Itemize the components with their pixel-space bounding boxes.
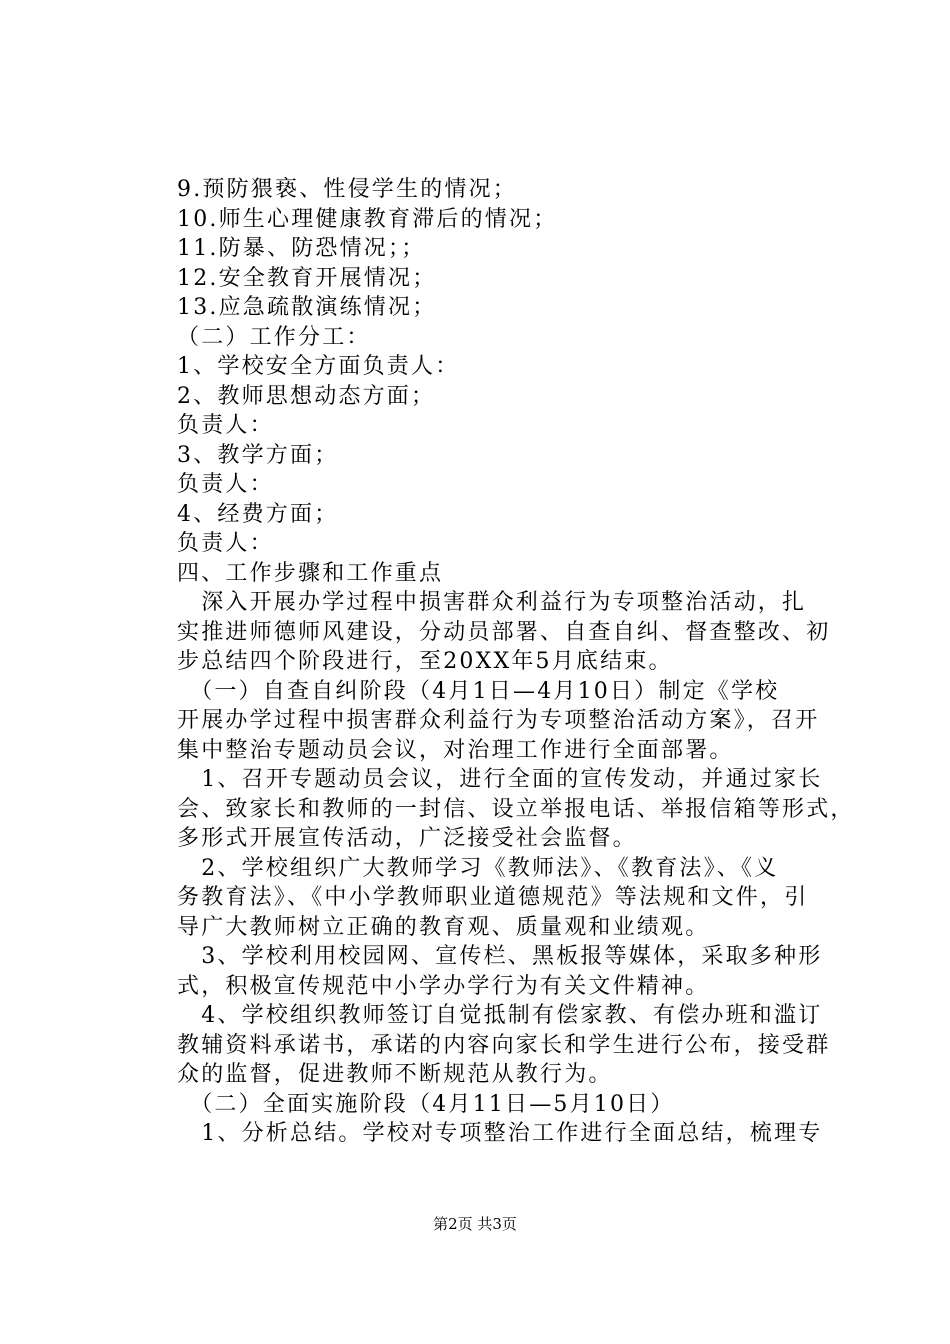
list-item: 10.师生心理健康教育滞后的情况； xyxy=(177,206,558,232)
section-heading: 四、工作步骤和工作重点 xyxy=(177,560,444,586)
paragraph-line: 众的监督，促进教师不断规范从教行为。 xyxy=(177,1062,613,1087)
paragraph-line: 2、学校组织广大教师学习《教师法》、《教育法》、《义 xyxy=(177,855,779,881)
list-section xyxy=(177,175,837,588)
paragraph-line: 4、学校组织教师签订自觉抵制有偿家教、有偿办班和滥订 xyxy=(177,1003,823,1028)
paragraph-line: 1、分析总结。学校对专项整治工作进行全面总结，梳理专 xyxy=(177,1121,823,1146)
list-item: 1、学校安全方面负责人： xyxy=(177,354,460,379)
list-item: 12.安全教育开展情况； xyxy=(177,265,437,291)
paragraph-line: 多形式开展宣传活动，广泛接受社会监督。 xyxy=(177,826,637,851)
paragraph xyxy=(177,942,837,1001)
paragraph xyxy=(177,677,837,766)
list-item: 负责人： xyxy=(177,472,274,497)
paragraph xyxy=(177,588,837,677)
list-item: 2、教师思想动态方面； xyxy=(177,383,436,409)
list-item: 3、教学方面； xyxy=(177,442,339,468)
paragraph-line: 导广大教师树立正确的教育观、质量观和业绩观。 xyxy=(177,914,710,940)
paragraph-line: 教辅资料承诺书，承诺的内容向家长和学生进行公布，接受群 xyxy=(177,1032,831,1058)
list-item: 13.应急疏散演练情况； xyxy=(177,295,437,320)
section-heading: （二）工作分工： xyxy=(177,324,371,350)
paragraph-line: 3、学校利用校园网、宣传栏、黑板报等媒体，采取多种形 xyxy=(177,944,823,969)
paragraph-line: 式，积极宣传规范中小学办学行为有关文件精神。 xyxy=(177,973,710,999)
paragraph xyxy=(177,1001,837,1090)
paragraph-line: 务教育法》、《中小学教师职业道德规范》等法规和文件，引 xyxy=(177,885,809,910)
paragraph-line: （一）自查自纠阶段（4月1日—4月10日）制定《学校 xyxy=(177,678,780,704)
paragraph xyxy=(177,1119,837,1149)
paragraph-line: 深入开展办学过程中损害群众利益行为专项整治活动，扎 xyxy=(177,590,807,615)
list-item: 9.预防猥亵、性侵学生的情况； xyxy=(177,177,517,202)
list-item: 负责人： xyxy=(177,413,274,438)
paragraph-line: 实推进师德师风建设，分动员部署、自查自纠、督查整改、初 xyxy=(177,619,831,645)
paragraph xyxy=(177,1090,837,1120)
paragraph xyxy=(177,854,837,943)
paragraph-line: 会、致家长和教师的一封信、设立举报电话、举报信箱等形式， xyxy=(177,796,855,822)
paragraph-line: 1、召开专题动员会议，进行全面的宣传发动，并通过家长 xyxy=(177,767,823,792)
list-item: 负责人： xyxy=(177,531,274,556)
list-item: 11.防暴、防恐情况；； xyxy=(177,236,426,261)
paragraph-line: 步总结四个阶段进行，至20XX年5月底结束。 xyxy=(177,649,673,674)
page-footer: 第2页 共3页 xyxy=(433,1215,517,1233)
paragraph xyxy=(177,765,855,854)
list-item: 4、经费方面； xyxy=(177,501,339,527)
paragraph-line: 集中整治专题动员会议，对治理工作进行全面部署。 xyxy=(177,737,734,763)
document-body xyxy=(177,175,855,1149)
paragraph-line: （二）全面实施阶段（4月11日—5月10日） xyxy=(177,1091,675,1117)
paragraph-line: 开展办学过程中损害群众利益行为专项整治活动方案》，召开 xyxy=(177,708,820,733)
